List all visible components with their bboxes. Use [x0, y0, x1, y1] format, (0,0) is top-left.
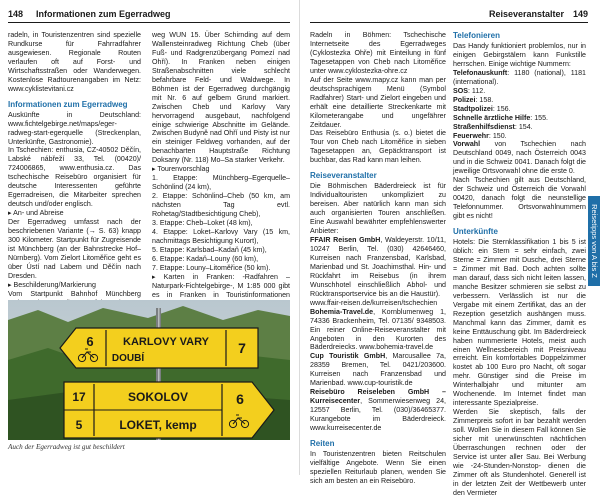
paragraph: Der Egerradweg umfasst nach der beschriebenen Variante (→ S. 63) knapp 300 Kilometer. Startpunkt für Zugreisende ist Münchberg (an der Bahnstrecke Hof–Nürnberg). Vom Zielort Litoměřice geht es über Ústí nad Labem und Děčín nach Dresden. — [8, 218, 141, 280]
paragraph: Vom Startpunkt Bahnhof Münchberg — [8, 289, 141, 298]
section-heading: Reiseveranstalter — [310, 171, 377, 181]
paragraph: 7. Etappe: Louny–Litoměřice (50 km). — [152, 263, 271, 272]
paragraph: In Touristenzentren bieten Reitschulen vielfältige Angebote. Wenn Sie einen speziellen Reiturlaub planen, wenden Sie sich am besten an ein Reisebüro. — [310, 449, 446, 485]
signpost-illustration — [8, 300, 290, 440]
number-value: : 150. — [488, 131, 507, 140]
number-label: Straßenhilfsdienst — [453, 122, 515, 131]
running-title: Reiseveranstalter — [488, 9, 564, 19]
number-value: : 154. — [514, 122, 533, 131]
paragraph: In Tschechien: enthusia, CZ-40502 Děčín, Labské nábřeží 33, Tel. (00420)/ 724006865, www.enthusia.cz. Das tschechische Reisebüro organisiert für deutsche Interessenten geführte Egerradreisen, die Mitarbeiter sprechen deutsch und/oder englisch. — [8, 146, 141, 209]
distance-km: 5 — [75, 418, 83, 432]
number-label: Telefonauskunft — [453, 68, 508, 77]
paragraph: 5. Etappe: Karlsbad–Kadaň (45 km), — [152, 245, 267, 254]
company-details: , Waldeyerstr. 10/11, 10247 Berlin, Tel. (030) 42646460, Kurreisen nach Franzensbad, Karlsbad, Marienbad und St. Joachimsthal. Hin- und Rückfahrt im Reisebus (in ihrem Wunschhotel einschließlich Abhol- und Rücktransportservice bis an die Haustür). — [310, 236, 446, 298]
header-rule — [310, 22, 588, 23]
distance-km: 7 — [238, 340, 246, 356]
number-value: : 156. — [492, 104, 511, 113]
term-text: von Tschechien nach Deutschland 0049, nach Österreich 0043 und in die Schweiz 0041. Danach folgt die jeweilige Ortsvorwahl ohne die erste 0. — [453, 140, 586, 176]
paragraph: Werden Sie skeptisch, falls der Zimmerpreis sofort in bar bezahlt werden soll. Wollen Sie in diesem Fall können Sie sicher mit unerwünschten nächtlichen Überraschungen rechnen oder der Service ist unter aller Sau. Bei Werbung wie -24-Stunden-Nonstop- dienen die Zimmer oft als Stundenhotel. Generell ist in der letzten Zeit der Wettbewerb unter den Vermieter — [453, 408, 586, 497]
paragraph — [310, 352, 446, 388]
left-page — [0, 0, 300, 475]
company-details: , Marcusallee 7a, 28359 Bremen, Tel. 0421/203600. Kurreisen nach Franzensbad und Marienbad. www.cup-touristik.de — [310, 352, 446, 388]
paragraph: 3. Etappe: Cheb–Loket (48 km), — [152, 219, 253, 228]
left-column-1 — [8, 31, 141, 335]
left-column-2 — [152, 31, 290, 318]
number-label: Feuerwehr — [453, 131, 489, 140]
paragraph: radeln, in Touristenzentren sind spezielle Rundkurse für Fahrradfahrer ausgewiesen. Regionale Routen verlaufen oft auf Forst- und Wirtschaftsstraßen oder Wanderwegen. Kostenlose Radtourenangaben im Netz: www.cyklistevitani.cz — [8, 31, 141, 93]
company-details: , Kornblumenweg 1, 74336 Brackenheim, Tel. 07135/ 9348503. Ein reiner Online-Reiseveranstalter mit Angeboten in den Kurorten des Bäderdreiecks. www.bohemia-travel.de — [310, 307, 446, 352]
distance-km: 17 — [72, 390, 86, 404]
section-heading: Telefonieren — [453, 31, 500, 40]
paragraph: ▸ An- und Abreise — [8, 209, 64, 218]
paragraph: Das Reisebüro Enthusia (s. o.) bietet die Tour von Cheb nach Litoměřice in sieben Tagesetappen an, Gepäcktransport ist buchbar, das Rad kann man leihen. — [310, 129, 446, 165]
paragraph: Nach Tschechien gilt aus Deutschland, der Schweiz und Österreich die Vorwahl 00420, danach folgt die neunstellige Telefonnummer. Ortsvorwahlnummern gibt es nicht! — [453, 176, 586, 221]
number-value: : 155. — [530, 113, 549, 122]
number-value: : 112. — [467, 86, 486, 95]
photo-caption: Auch der Egerradweg ist gut beschildert — [8, 443, 125, 451]
paragraph: Hotels: Die Sternklassifikation 1 bis 5 ist üblich: ein Stern = sehr einfach, zwei Sterne = Zimmer mit Dusche, drei Sterne = Zimmer mit Bad. Doch achten sollte man darauf, dass sich nicht leiten lassen, manche Besitzer schmieren sie selbst zu verbessern. Verlässlich ist nur die Vergabe mit einem Zertifikat, das an der Rezeption gesetzlich aushängen muss. Manchmal kann das Zimmer, damit es keine Enttäuschung gibt. Im Bäderdreieck haben nummerierte Hotels, meist auch einen Wellnessbereich mit Preisniveau erreicht. Ein komfortables Doppelzimmer kostet ab 100 Euro pro Nacht, oft sogar mehr. Günstiger sind die Preise im Winterhalbjahr und mitunter am Wochenende. Im Internet findet man interessante Spezialpreise. — [453, 238, 586, 408]
paragraph: 4. Etappe: Loket–Karlovy Vary (15 km, nachmittags Besichtigung Kurort), — [152, 227, 290, 245]
paragraph: Auf der Seite www.mapy.cz kann man per deutschsprachigem Menü (Symbol Radfahrer) Start- und Zielort eingeben und erhält eine detaillierte Streckenkarte mit Kilometerangabe und ungefährer Zeitdauer. — [310, 75, 446, 129]
company-details: , Sommerwiesenweg 24, 12557 Berlin, Tel. (030)/36465377. Kurangebote im Bäderdreieck. www.kurreisecenter.de — [310, 397, 446, 433]
company-name: FFAIR Reisen GmbH — [310, 236, 381, 245]
paragraph: 2. Etappe: Schönlind–Cheb (50 km, am nächsten Tag evtl. Rohetag/Stadtbesichtigung Cheb), — [152, 192, 290, 219]
thumb-index-label: Reisetipps von A bis Z — [590, 204, 599, 278]
route-number: 6 — [236, 391, 244, 407]
running-title: Informationen zum Egerradweg — [36, 9, 171, 19]
paragraph: Auskünfte in Deutschland: www.fichtelgebirge.net/maps/eger-radweg-start-egerquelle (Streckenplan, Unterkünfte, Gastronomie). — [8, 110, 141, 146]
sign-destination: KARLOVY VARY — [123, 336, 209, 348]
paragraph — [453, 140, 586, 176]
paragraph: 1. Etappe: Münchberg–Egerquelle–Schönlind (24 km), — [152, 174, 290, 192]
sign-destination: LOKET, kemp — [119, 418, 197, 432]
number-label: Schnelle ärztliche Hilfe — [453, 113, 531, 122]
sign-destination: SOKOLOV — [127, 390, 189, 404]
section-heading: Informationen zum Egerradweg — [8, 99, 128, 109]
number-label: SOS — [453, 86, 468, 95]
paragraph: www.ffair-reisen.de/kurreisen/tschechien — [310, 298, 438, 307]
section-heading: Unterkünfte — [453, 227, 498, 237]
phone-number-list — [453, 69, 586, 141]
route-number: 6 — [86, 334, 94, 349]
company-name: Reisebüro Reiseleben GmbH – Kurreisecenter — [310, 388, 446, 406]
term-label: Vorwahl — [453, 140, 481, 149]
company-name: Bohemia-Travel.de — [310, 307, 374, 316]
section-heading: Reiten — [310, 438, 335, 448]
number-value: : 1180 (national), 1181 (international). — [453, 68, 586, 86]
paragraph: weg WUN 15. Über Schirnding auf dem Wallensteinradweg Richtung Cheb (über Fuß- und Radgrenzübergang Pomezí nad Ohří). In Franken neben einigen Straßenabschnitten viele schlecht befahrbare Feld- und Waldwege. In Böhmen ist der Egerradweg durchgängig mit Nr. 6 auf gelbem Grund markiert. Zwischen Cheb und Karlovy Vary hervorragend ausgebaut, nachfolgend einige schwierige Abschnitte im Gelände. Zwischen Budyně nad Ohří und Pisty ist nur ein steiniger Feldweg vorhanden, auf der benachbarten Hauptstraße Richtung Doksany (Nr. 118) Mo–Sa starker Verkehr. — [152, 31, 291, 165]
sign-destination: DOUBÍ — [111, 353, 145, 364]
number-label: Stadtpolizei — [453, 104, 493, 113]
paragraph — [310, 308, 446, 353]
page-number: 149 — [572, 9, 588, 19]
number-value: : 158. — [475, 95, 494, 104]
paragraph — [310, 236, 446, 299]
paragraph: Radeln in Böhmen: Tschechische Internetseite des Egerradweges (Cyklostezka Ohře) mit Einteilung in fünf Tagesetappen von Cheb nach Litoměřice unter www.cyklostezka-ohre.cz — [310, 31, 446, 75]
right-column-2 — [453, 31, 586, 498]
company-name: Cup Touristik GmbH — [310, 352, 386, 361]
right-page — [300, 0, 600, 497]
header-rule — [8, 22, 290, 23]
right-page-header — [310, 9, 588, 25]
number-label: Polizei — [453, 95, 476, 104]
paragraph: 6. Etappe: Kadaň–Louny (60 km), — [152, 254, 259, 263]
page-number: 148 — [8, 9, 24, 19]
left-page-header — [8, 9, 290, 25]
signpost-photo — [8, 300, 290, 440]
paragraph: ▸ Beschilderung/Markierung — [8, 280, 96, 289]
paragraph: ▸ Tourenvorschlag — [152, 165, 210, 174]
paragraph: Das Handy funktioniert problemlos, nur in einigen Gebirgstälern kann Funkstille herrschen. Einige wichtige Nummern: — [453, 42, 586, 68]
paragraph — [310, 388, 446, 433]
right-column-1 — [310, 31, 446, 486]
paragraph: Die Böhmischen Bäderdreieck ist für Individualtouristen unkompliziert zu bereisen. Aber natürlich kann man sich auch organisierten Touren anschließen. Eine Auswahl bewährter empfehlenswerter Anbieter: — [310, 182, 446, 236]
paragraph: ▸ Karten in Franken: -Radfahren – Naturpark-Fichtelgebirge-, M 1:85 000 gibt es in Franken in Touristinformationen — [152, 272, 290, 299]
